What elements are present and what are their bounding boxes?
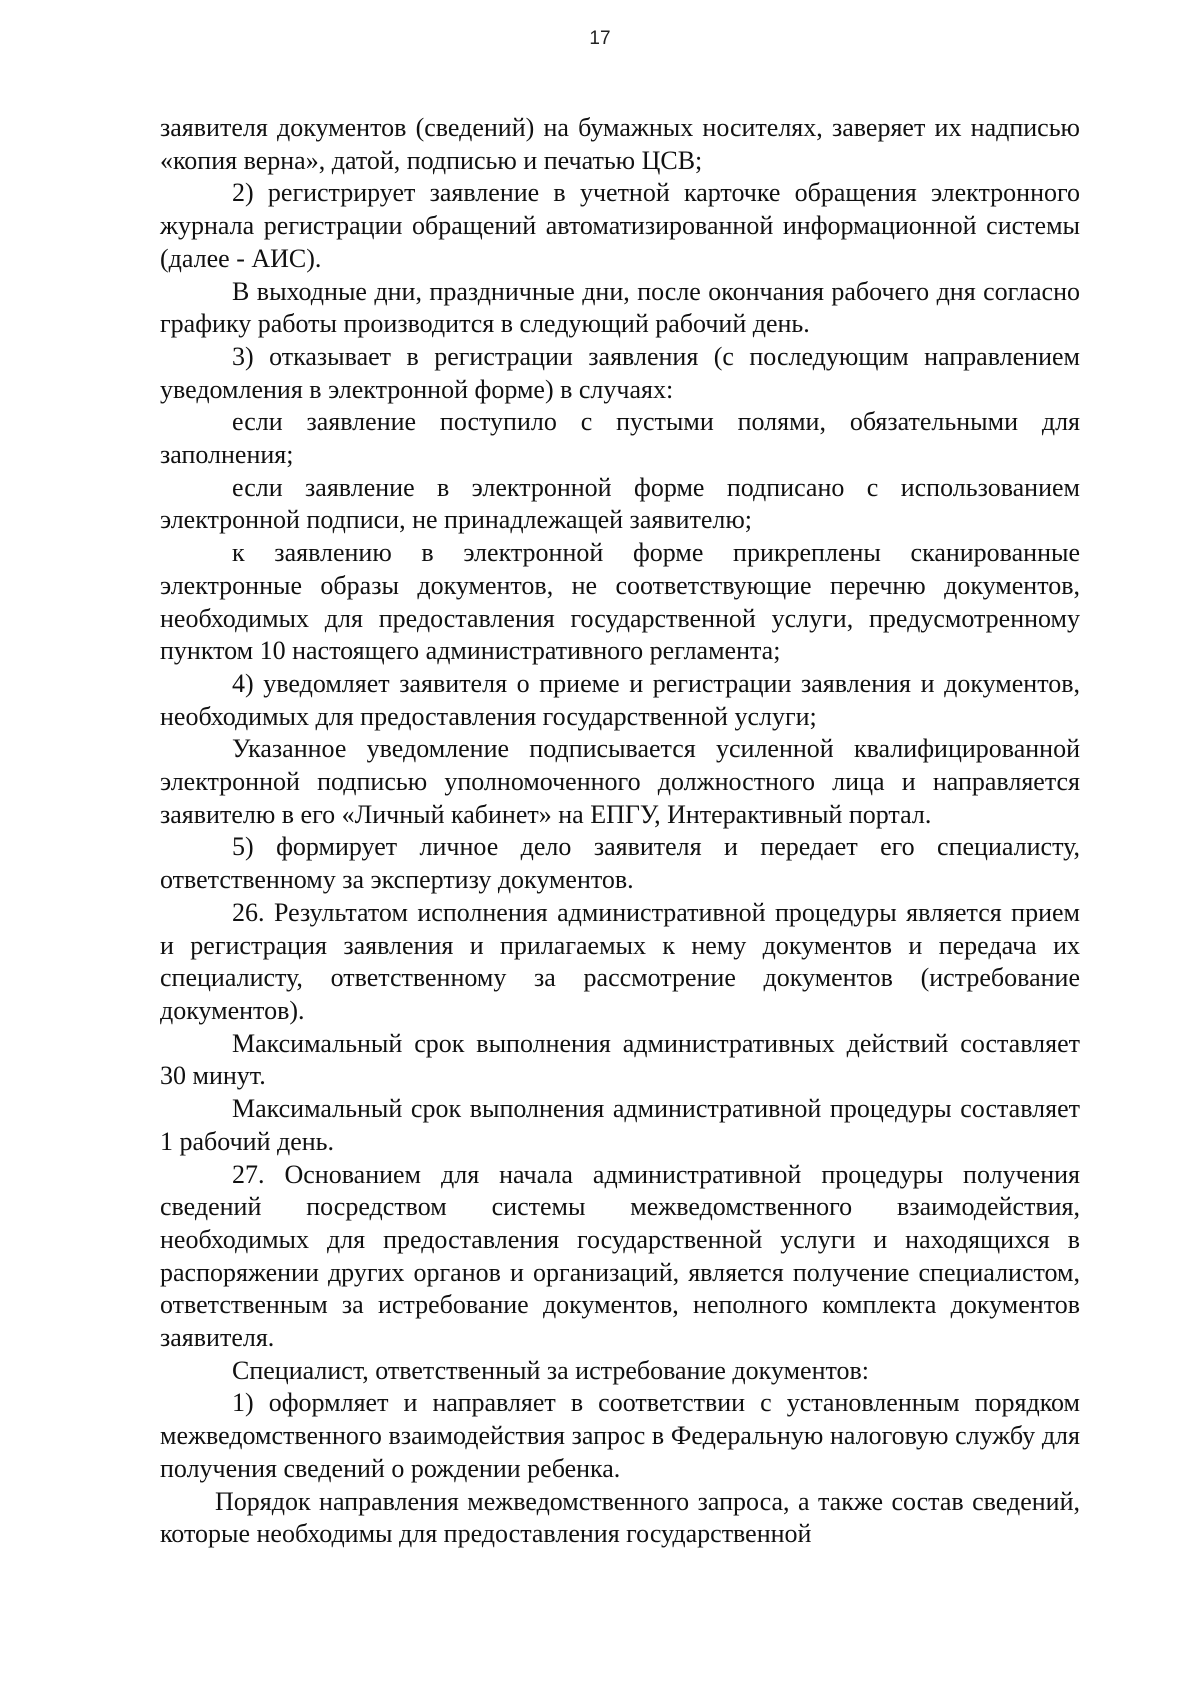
paragraph-item-3-refuse: 3) отказывает в регистрации заявления (с последующим направлением уведомления в электронной форме) в случаях: [160,341,1080,404]
paragraph-26-result: 26. Результатом исполнения административной процедуры является прием и регистрация заявления и прилагаемых к нему документов и передача их специалисту, ответственному за рассмотрение документов (истребование документов). [160,897,1080,1025]
paragraph-27-basis: 27. Основанием для начала административной процедуры получения сведений посредством системы межведомственного взаимодействия, необходимых для предоставления государственной услуги и находящихся в распоряжении других органов и организаций, является получение специалистом, ответственным за истребование документов, неполного комплекта документов заявителя. [160,1159,1080,1353]
document-body [160,112,1080,1551]
paragraph-item-4-notify: 4) уведомляет заявителя о приеме и регистрации заявления и документов, необходимых для предоставления государственной услуги; [160,668,1080,731]
paragraph-continuation: заявителя документов (сведений) на бумажных носителях, заверяет их надписью «копия верна», датой, подписью и печатью ЦСВ; [160,113,1080,175]
paragraph-max-time-procedure: Максимальный срок выполнения административной процедуры составляет 1 рабочий день. [160,1094,1080,1156]
paragraph-case-signature: если заявление в электронной форме подписано с использованием электронной подписи, не принадлежащей заявителю; [160,472,1080,535]
paragraph-item-1-request: 1) оформляет и направляет в соответствии с установленным порядком межведомственного взаимодействия запрос в Федеральную налоговую службу для получения сведений о рождении ребенка. [160,1388,1080,1483]
page-number: 17 [589,28,611,49]
paragraph-max-time-actions: Максимальный срок выполнения административных действий составляет 30 минут. [160,1028,1080,1091]
paragraph-specialist: Специалист, ответственный за истребование документов: [232,1355,869,1385]
paragraph-case-scanned-docs: к заявлению в электронной форме прикреплены сканированные электронные образы документов, не соответствующие перечню документов, необходимых для предоставления государственной услуги, предусмотренному пунктом 10 настоящего административного регламента; [160,538,1080,666]
paragraph-notification-signed: Указанное уведомление подписывается усиленной квалифицированной электронной подписью уполномоченного должностного лица и направляется заявителю в его «Личный кабинет» на ЕПГУ, Интерактивный портал. [160,734,1080,829]
paragraph-request-procedure: Порядок направления межведомственного запроса, а также состав сведений, которые необходимы для предоставления государственной [160,1486,1080,1549]
paragraph-item-2-register: 2) регистрирует заявление в учетной карточке обращения электронного журнала регистрации обращений автоматизированной информационной системы (далее - АИС). [160,178,1080,273]
paragraph-weekends: В выходные дни, праздничные дни, после окончания рабочего дня согласно графику работы производится в следующий рабочий день. [160,276,1080,339]
paragraph-item-5-personal-file: 5) формирует личное дело заявителя и передает его специалисту, ответственному за экспертизу документов. [160,832,1080,895]
paragraph-case-empty-fields: если заявление поступило с пустыми полями, обязательными для заполнения; [160,407,1080,470]
